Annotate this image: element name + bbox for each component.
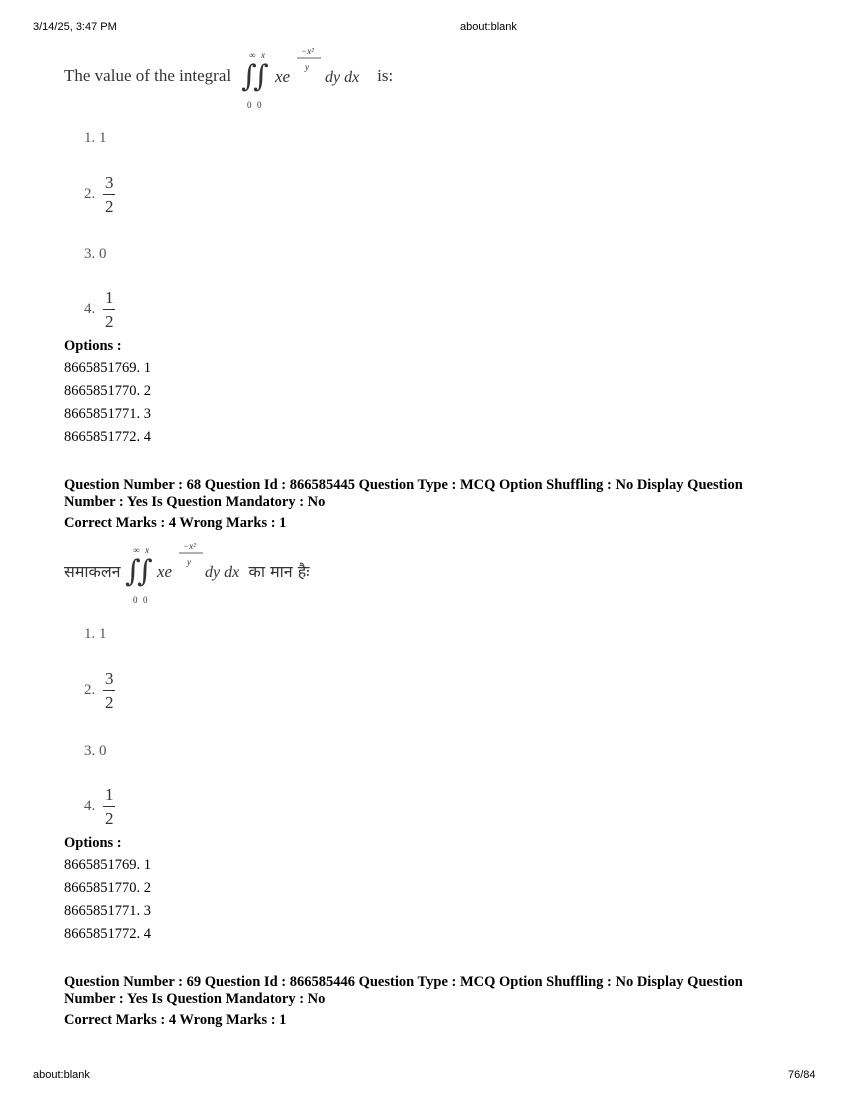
prompt-prefix: The value of the integral (64, 66, 232, 85)
q69-marks: Correct Marks : 4 Wrong Marks : 1 (64, 1012, 287, 1028)
q67-choice-3: 3. 0 (84, 246, 107, 262)
print-page-number: 76/84 (788, 1069, 816, 1081)
fraction: $\frac{1}{2}$ (105, 288, 114, 331)
print-footer-url: about:blank (33, 1069, 90, 1081)
integral-upper-outer: ∞ (249, 50, 256, 60)
prompt-prefix: समाकलन (64, 562, 121, 581)
exponent-numerator: −x² (301, 46, 314, 56)
integral-lower-outer: 0 (247, 100, 252, 110)
q67-options-label: Options : (64, 338, 122, 354)
q67-option-1: 8665851769. 1 (64, 360, 151, 376)
q67-option-3: 8665851771. 3 (64, 406, 151, 422)
svg-text:−x²: −x² (182, 541, 196, 551)
integral-expression (125, 535, 245, 607)
q67-option-2: 8665851770. 2 (64, 383, 151, 399)
integral-expression (235, 40, 375, 112)
q68-option-3: 8665851771. 3 (64, 903, 151, 919)
question-67-prompt (64, 40, 393, 112)
svg-text:∫: ∫ (136, 554, 153, 589)
svg-text:y: y (186, 557, 191, 567)
integrand: xe (275, 67, 291, 86)
differentials: dy dx (325, 69, 360, 86)
q68-options-label: Options : (64, 835, 122, 851)
q68-choice-3: 3. 0 (84, 743, 107, 759)
integral-sign-outer: ∫ (241, 59, 257, 94)
q67-choice-2: 2. $\frac{3}{2}$ (84, 173, 114, 216)
q68-option-4: 8665851772. 4 (64, 926, 151, 942)
svg-text:x: x (144, 545, 149, 555)
fraction: $\frac{3}{2}$ (105, 669, 114, 712)
q68-marks: Correct Marks : 4 Wrong Marks : 1 (64, 515, 287, 531)
question-68-prompt (64, 535, 309, 607)
exponent-denominator: y (305, 62, 310, 72)
fraction: $\frac{1}{2}$ (105, 785, 114, 828)
svg-text:∞: ∞ (132, 545, 139, 555)
svg-text:dy dx: dy dx (204, 564, 239, 581)
q69-meta: Question Number : 69 Question Id : 866585446 Question Type : MCQ Option Shuffling : No Display Question Number : Yes Is Question Mandatory : No (64, 974, 743, 1007)
print-datetime: 3/14/25, 3:47 PM (33, 21, 117, 33)
q68-option-1: 8665851769. 1 (64, 857, 151, 873)
q68-choice-4: 4. $\frac{1}{2}$ (84, 785, 114, 828)
q68-option-2: 8665851770. 2 (64, 880, 151, 896)
q67-option-4: 8665851772. 4 (64, 429, 151, 445)
print-title: about:blank (460, 21, 517, 33)
q67-choice-4: 4. $\frac{1}{2}$ (84, 288, 114, 331)
svg-text:∫: ∫ (124, 554, 141, 589)
q68-choice-1: 1. 1 (84, 626, 107, 642)
q68-choice-2: 2. $\frac{3}{2}$ (84, 669, 114, 712)
integral-lower-inner: 0 (257, 100, 262, 110)
prompt-suffix: is: (377, 66, 394, 85)
svg-text:0: 0 (142, 595, 148, 605)
svg-text:xe: xe (156, 562, 172, 581)
fraction: $\frac{3}{2}$ (105, 173, 114, 216)
integral-sign-inner: ∫ (253, 59, 269, 94)
q67-choice-1: 1. 1 (84, 130, 107, 146)
svg-text:0: 0 (132, 595, 138, 605)
prompt-suffix: का मान हैः (248, 562, 310, 581)
integral-upper-inner: x (261, 50, 266, 60)
q68-meta: Question Number : 68 Question Id : 866585445 Question Type : MCQ Option Shuffling : No Display Question Number : Yes Is Question Mandatory : No (64, 477, 743, 510)
